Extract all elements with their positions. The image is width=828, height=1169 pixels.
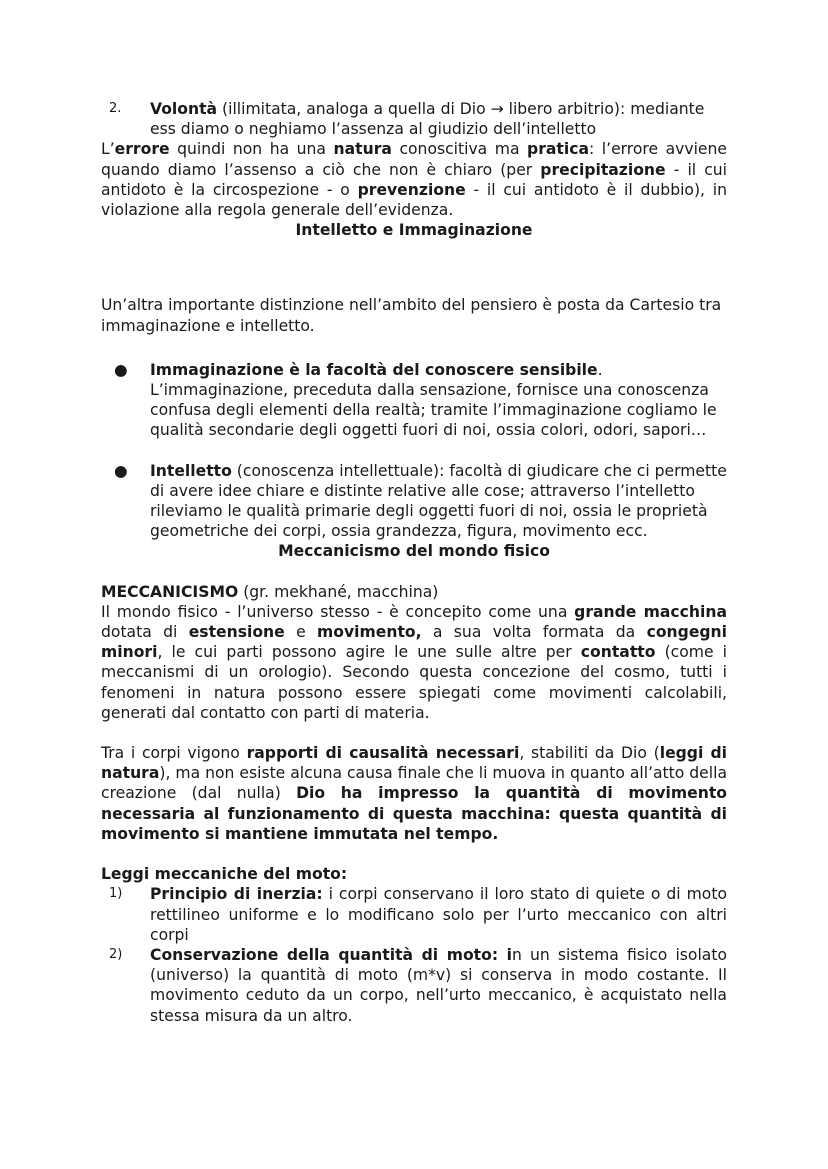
heading-intelletto-immaginazione: Intelletto e Immaginazione [295,221,533,240]
bullet-item-intelletto: ● Intelletto (conoscenza intellettuale): facoltà di giudicare che ci permette di avere idee chiare e distinte relative alle cose; attraverso l’intelletto rileviamo le qualità primarie degli oggetti fuori di noi, ossia le proprietà geometriche dei corpi, ossia grandezza, figura, movimento ecc. [114,461,727,541]
paragraph-distinzione: Un’altra importante distinzione nell’ambito del pensiero è posta da Cartesio tra immaginazione e intelletto. [101,296,722,335]
numbered-item-conservazione: 2) Conservazione della quantità di moto: in un sistema fisico isolato (universo) la quantità di moto (m*v) si conserva in modo costante. Il movimento ceduto da un corpo, nell’urto meccanico, è acquistato nella stessa misura da un altro. [109,945,727,1025]
bullet-icon: ● [114,461,128,480]
bullet-icon: ● [114,360,128,379]
paragraph-mondo-fisico: Il mondo fisico - l’universo stesso - è concepito come una grande macchina dotata di estensione e movimento, a sua volta formata da congegni minori, le cui parti possono agire le une sulle altre per contatto (come i meccanismi di un orologio). Secondo questa concezione del cosmo, tutti i fenomeni in natura possono essere spiegati come movimenti calcolabili, generati dal contatto con parti di materia. [101,602,727,722]
term-meccanicismo-line: MECCANICISMO (gr. mekhané, macchina) [101,582,439,601]
term-volonta: Volontà [150,100,218,118]
list-number: 2. [109,101,122,116]
paragraph-causalita: Tra i corpi vigono rapporti di causalità necessari, stabiliti da Dio (leggi di natura), ma non esiste alcuna causa finale che li muova in quanto all’atto della creazione (dal nulla) Dio ha impresso la quantità di movimento necessaria al funzionamento di questa macchina: questa quantità di movimento si mantiene immutata nel tempo. [101,744,728,843]
paragraph-errore: L’errore quindi non ha una natura conoscitiva ma pratica: l’errore avviene quando diamo l’assenso a ciò che non è chiaro (per precipitazione - il cui antidoto è la circospezione - o prevenzione - il cui antidoto è il dubbio), in violazione alla regola generale dell’evidenza. [101,140,728,220]
list-number: 2) [109,946,123,962]
numbered-item-volonta [101,99,727,139]
heading-meccanicismo: Meccanicismo del mondo fisico [278,542,550,561]
list-number: 1) [109,886,123,902]
section-meccanicismo [101,582,727,723]
bullet-item-immaginazione: ● Immaginazione è la facoltà del conoscere sensibile. L’immaginazione, preceduta dalla sensazione, fornisce una conoscenza confusa degli elementi della realtà; tramite l’immaginazione cogliamo le qualità secondarie degli oggetti fuori di noi, ossia colori, odori, sapori… [114,360,717,440]
leggi-title: Leggi meccaniche del moto: [101,865,348,884]
document-content [101,99,727,1026]
numbered-item-inerzia: 1) Principio di inerzia: i corpi conservano il loro stato di quiete o di moto rettilineo uniforme e lo modificano solo per l’urto meccanico con altri corpi [109,885,727,944]
volonta-text: (illimitata, analoga a quella di Dio → libero arbitrio): mediante ess diamo o neghiamo l’assenza al giudizio dell’intelletto [150,100,705,139]
